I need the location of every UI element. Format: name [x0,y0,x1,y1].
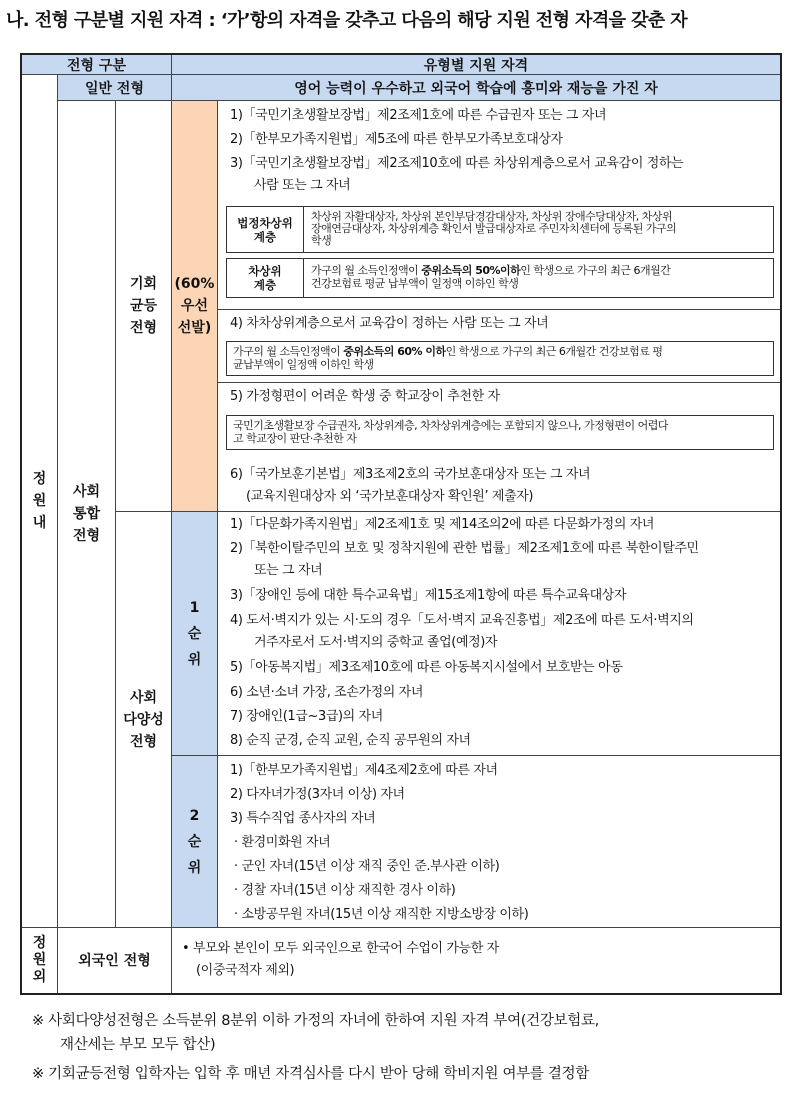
sub-table-text: 장애연금대상자, 차상위계층 확인서 발급대상자로 주민자치센터에 등록된 가구의 [311,222,677,235]
list-item: 8) 순직 군경, 순직 교원, 순직 공무원의 자녀 [230,733,471,748]
list-item: 1)「한부모가족지원법」제4조제2호에 따른 자녀 [230,763,498,778]
list-item: 거주자로서 도서·벽지의 중학교 졸업(예정)자 [254,635,498,650]
outer-quota-label: 정 원 외 [22,928,58,993]
text-part: 가구의 월 소득인정액이 [233,345,344,358]
list-item: 4) 차차상위계층으로서 교육감이 정하는 사람 또는 그 자녀 [230,316,549,331]
text-part: 인 학생으로 가구의 최근 6개월간 [520,264,671,277]
first-priority-label: 1 순 위 [172,512,218,756]
note-box [226,415,774,450]
list-item: · 환경미화원 자녀 [234,835,331,850]
list-item: 1)「국민기초생활보장법」제2조제1호에 따른 수급권자 또는 그 자녀 [230,108,607,123]
list-item: 3)「장애인 등에 대한 특수교육법」제15조제1항에 따른 특수교육대상자 [230,588,627,603]
list-item: 7) 장애인(1급~3급)의 자녀 [230,709,383,724]
diversity-track-label: 사회 다양성 전형 [116,512,172,928]
list-item: 6) 소년·소녀 가장, 조손가정의 자녀 [230,685,423,700]
header-type: 전형 구분 [22,55,172,75]
sub-table-row [226,258,774,298]
footnote: ※ 기회균등전형 입학자는 입학 후 매년 자격심사를 다시 받아 당해 학비지원 여부를 결정함 [32,1066,590,1082]
sub-table-text: 학생 [311,234,332,247]
note-text: 고 학교장이 판단·추천한 자 [233,432,357,445]
list-item: 3) 특수직업 종사자의 자녀 [230,811,376,826]
opportunity-items-5-6 [218,383,780,512]
general-track-label: 일반 전형 [58,75,172,101]
list-item: 4) 도서·벽지가 있는 시·도의 경우「도서·벽지 교육진흥법」제2조에 따른 도서·벽지의 [230,613,694,628]
opportunity-item-4 [218,310,780,383]
section-title: 나. 전형 구분별 지원 자격 : ‘가’항의 자격을 갖추고 다음의 해당 지원 전형 자격을 갖춘 자 [6,10,688,31]
header-qualification: 유형별 지원 자격 [172,55,780,75]
note-text: 국민기초생활보장 수급권자, 차상위계층, 차차상위계층에는 포함되지 않으나, 가정형편이 어렵다 [233,419,669,432]
sub-table-label: 차상위 계층 [227,259,304,297]
list-item: 5)「아동복지법」제3조제10호에 따른 아동복지시설에서 보호받는 아동 [230,660,623,675]
list-item: • 부모와 본인이 모두 외국인으로 한국어 수업이 가능한 자 [182,941,499,956]
list-item: 5) 가정형편이 어려운 학생 중 학교장이 추천한 자 [230,389,500,404]
sub-table-label: 법정차상위 계층 [227,207,304,252]
list-item: · 경찰 자녀(15년 이상 재직한 경사 이하) [234,883,456,898]
list-item: 또는 그 자녀 [254,563,323,578]
eligibility-table [20,53,782,995]
text-part: 인 학생으로 가구의 최근 6개월간 건강보험료 평 [445,345,663,358]
note-box [226,341,774,376]
list-item: 2)「북한이탈주민의 보호 및 정착지원에 관한 법률」제2조제1호에 따른 북한이탈주민 [230,541,699,556]
list-item: 1)「다문화가족지원법」제2조제1호 및 제14조의2에 따른 다문화가정의 자녀 [230,517,655,532]
footnote: 재산세는 부모 모두 합산) [60,1037,216,1053]
social-integration-label: 사회 통합 전형 [58,101,116,928]
list-item: 2) 다자녀가정(3자녀 이상) 자녀 [230,787,405,802]
sub-table-row [226,206,774,253]
list-item: · 군인 자녀(15년 이상 재직 중인 준.부사관 이하) [234,859,500,874]
opportunity-items-1-3 [218,101,780,310]
text-part: 가구의 월 소득인정액이 [311,264,422,277]
list-item: 사람 또는 그 자녀 [254,178,351,193]
list-item: (교육지원대상자 외 ‘국가보훈대상자 확인원’ 제출자) [246,489,534,504]
sub-table-text: 건강보험료 평균 납부액이 일정액 이하인 학생 [311,277,519,290]
footnote: ※ 사회다양성전형은 소득분위 8분위 이하 가정의 자녀에 한하여 지원 자격 부여(건강보험료, [32,1013,599,1029]
note-text: 균납부액이 일정액 이하인 학생 [233,358,374,371]
opportunity-priority-label: (60% 우선 선발) [172,101,218,512]
foreigner-track-qualification [172,928,780,993]
opportunity-track-label: 기회 균등 전형 [116,101,172,512]
sub-table-text: 차상위 자활대상자, 차상위 본인부담경감대상자, 차상위 장애수당대상자, 차상위 [311,210,673,223]
text-emphasis: 중위소득의 60% 이하 [343,345,446,358]
first-priority-items [218,512,780,756]
list-item: 3)「국민기초생활보장법」제2조제10호에 따른 차상위계층으로서 교육감이 정하는 [230,156,684,171]
inner-quota-label: 정 원 내 [22,75,58,928]
list-item: (이중국적자 제외) [196,963,295,978]
second-priority-items [218,756,780,928]
general-track-qualification: 영어 능력이 우수하고 외국어 학습에 흥미와 재능을 가진 자 [172,75,780,101]
second-priority-label: 2 순 위 [172,756,218,928]
sub-table-text [311,265,670,277]
note-text [233,346,663,358]
list-item: · 소방공무원 자녀(15년 이상 재직한 지방소방장 이하) [234,907,529,922]
text-emphasis: 중위소득의 50%이하 [421,264,521,277]
list-item: 6)「국가보훈기본법」제3조제2호의 국가보훈대상자 또는 그 자녀 [230,467,591,482]
foreigner-track-label: 외국인 전형 [58,928,172,993]
list-item: 2)「한부모가족지원법」제5조에 따른 한부모가족보호대상자 [230,132,563,147]
